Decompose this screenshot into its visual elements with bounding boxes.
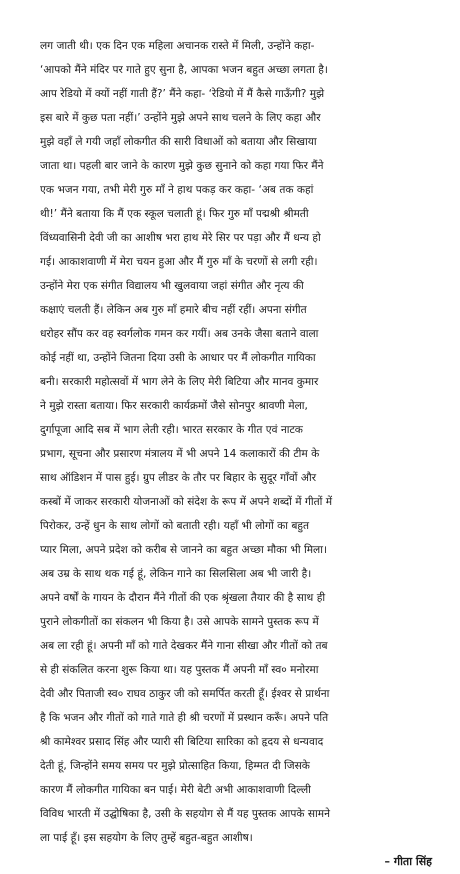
text-line: ‘आपको मैंने मंदिर पर गाते हुए सुना है, आपका भजन बहुत अच्छा लगता है।: [40, 64, 328, 76]
text-line: इस बारे में कुछ पता नहीं।’ उन्होंने मुझे अपने साथ चलने के लिए कहा और: [40, 112, 321, 124]
text-line: बनी। सरकारी महोत्सवों में भाग लेने के लिए मेरी बिटिया और मानव कुमार: [40, 376, 319, 388]
preface-body: [40, 34, 432, 850]
text-line: अब ला रही हूं। अपनी माँ को गाते देखकर मैंने गाना सीखा और गीतों को तब: [40, 640, 328, 652]
text-line: आप रेडियो में क्यों नहीं गाती हैं?’ मैंने कहा- ‘रेडियो में मैं कैसे गाऊँगी? मुझे: [40, 88, 325, 100]
text-line: पुराने लोकगीतों का संकलन भी किया है। उसे आपके सामने पुस्तक रूप में: [40, 616, 319, 628]
text-line: पिरोकर, उन्हें धुन के साथ लोगों को बताती रही। यहाँ भी लोगों का बहुत: [40, 520, 310, 532]
text-line: ला पाई हूँ। इस सहयोग के लिए तुम्हें बहुत-बहुत आशीष।: [40, 832, 253, 844]
text-line: कारण मैं लोकगीत गायिका बन पाई। मेरी बेटी अभी आकाशवाणी दिल्ली: [40, 784, 311, 796]
text-line: ने मुझे रास्ता बताया। फिर सरकारी कार्यक्रमों जैसे सोनपुर श्रावणी मेला,: [40, 400, 308, 412]
text-line: देती हूं, जिन्होंने समय समय पर मुझे प्रोत्साहित किया, हिम्मत दी जिसके: [40, 760, 310, 772]
text-line: देवी और पिताजी स्व० राघव ठाकुर जी को समर्पित करती हूँ। ईश्वर से प्रार्थना: [40, 688, 330, 700]
text-line: विविध भारती में उद्घोषिका है, उसी के सहयोग से मैं यह पुस्तक आपके सामने: [40, 808, 330, 820]
text-line: दुर्गापूजा आदि सब में भाग लेती रही। भारत सरकार के गीत एवं नाटक: [40, 424, 303, 436]
text-line: प्यार मिला, अपने प्रदेश को करीब से जानने का बहुत अच्छा मौका भी मिला।: [40, 544, 327, 556]
text-line: प्रभाग, सूचना और प्रसारण मंत्रालय में भी अपने 14 कलाकारों की टीम के: [40, 448, 320, 460]
author-signature: – गीता सिंह: [384, 855, 432, 868]
text-line: विंध्यवासिनी देवी जी का आशीष भरा हाथ मेरे सिर पर पड़ा और मैं धन्य हो: [40, 232, 321, 244]
text-line: मुझे वहाँ ले गयी जहाँ लोकगीत की सारी विधाओं को बताया और सिखाया: [40, 136, 317, 148]
text-line: कस्बों में जाकर सरकारी योजनाओं को संदेश के रूप में अपने शब्दों में गीतों में: [40, 496, 333, 508]
text-line: एक भजन गया, तभी मेरी गुरु माँ ने हाथ पकड़ कर कहा- ‘अब तक कहां: [40, 184, 314, 196]
text-line: धरोहर सौंप कर वह स्वर्गलोक गमन कर गयीं। अब उनके जैसा बताने वाला: [40, 328, 319, 340]
text-line: श्री कामेश्वर प्रसाद सिंह और प्यारी सी बिटिया सारिका को हृदय से धन्यवाद: [40, 736, 324, 748]
text-line: साथ ऑडिशन में पास हुई। ग्रुप लीडर के तौर पर बिहार के सुदूर गाँवों और: [40, 472, 317, 484]
text-line: लग जाती थी। एक दिन एक महिला अचानक रास्ते में मिली, उन्होंने कहा-: [40, 40, 315, 52]
preface-page: [40, 34, 432, 874]
text-line: कोई नहीं था, उन्होंने जितना दिया उसी के आधार पर मैं लोकगीत गायिका: [40, 352, 316, 364]
text-line: है कि भजन और गीतों को गाते गाते ही श्री चरणों में प्रस्थान करूँ। अपने पति: [40, 712, 329, 724]
text-line: जाता था। पहली बार जाने के कारण मुझे कुछ सुनाने को कहा गया फिर मैंने: [40, 160, 324, 172]
text-line: से ही संकलित करना शुरू किया था। यह पुस्तक मैं अपनी माँ स्व० मनोरमा: [40, 664, 319, 676]
text-line: थी!’ मैंने बताया कि मैं एक स्कूल चलाती हूं। फिर गुरु माँ पद्मश्री श्रीमती: [40, 208, 309, 220]
text-line: कक्षाएं चलती हैं। लेकिन अब गुरु माँ हमारे बीच नहीं रहीं। अपना संगीत: [40, 304, 307, 316]
text-line: अपने वर्षों के गायन के दौरान मैंने गीतों की एक श्रृंखला तैयार की है साथ ही: [40, 592, 326, 604]
text-line: अब उम्र के साथ थक गई हूं, लेकिन गाने का सिलसिला अब भी जारी है।: [40, 568, 312, 580]
text-line: उन्होंने मेरा एक संगीत विद्यालय भी खुलवाया जहां संगीत और नृत्य की: [40, 280, 304, 292]
text-line: गई। आकाशवाणी में मेरा चयन हुआ और मैं गुरु माँ के चरणों से लगी रही।: [40, 256, 318, 268]
